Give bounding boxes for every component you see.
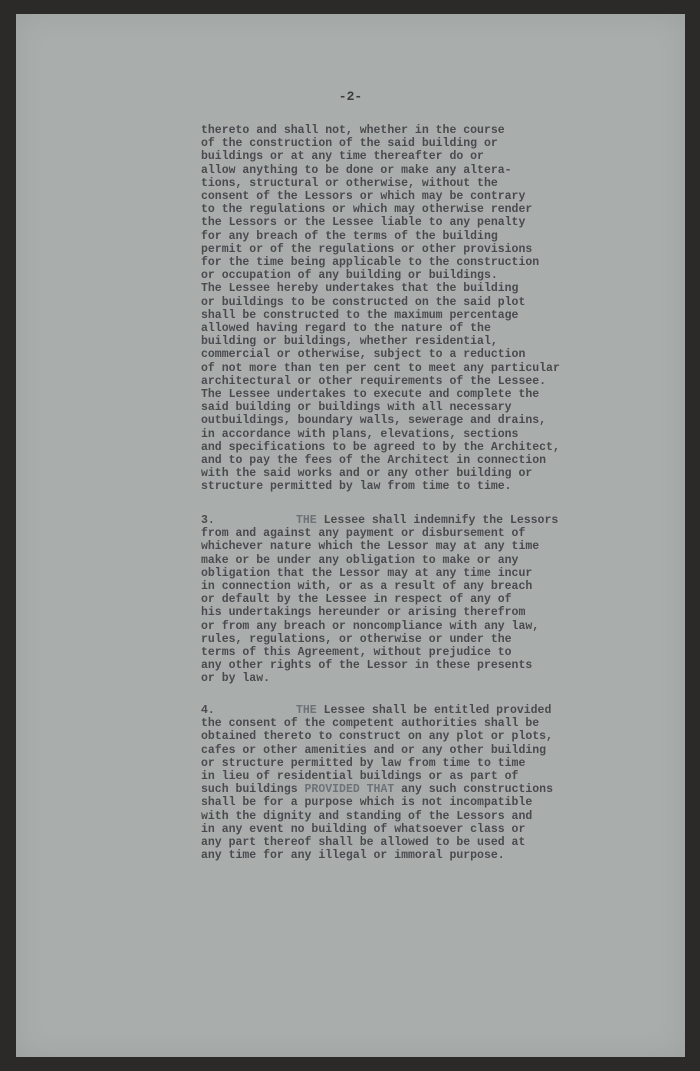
text-line: make or be under any obligation to make or any xyxy=(201,553,519,567)
text-line: or occupation of any building or buildings. xyxy=(201,269,498,283)
text-line: in accordance with plans, elevations, sections xyxy=(201,427,519,441)
text-line: in any event no building of whatsoever class or xyxy=(201,822,526,836)
text-line: buildings or at any time thereafter do or xyxy=(201,150,484,164)
text-line: shall be for a purpose which is not incompatible xyxy=(201,796,533,810)
text-line: The Lessee undertakes to execute and complete the xyxy=(201,388,540,402)
text-line: commercial or otherwise, subject to a reduction xyxy=(201,348,526,362)
text-line: cafes or other amenities and or any other building xyxy=(201,743,547,757)
clause-3-lead: THE xyxy=(296,514,317,527)
clause-3-body xyxy=(201,527,641,685)
text-line: The Lessee hereby undertakes that the building xyxy=(201,282,519,296)
clause-3-number: 3. xyxy=(201,514,215,527)
provided-line-start: such buildings xyxy=(201,783,305,797)
provided-that: PROVIDED THAT xyxy=(304,783,395,797)
clause-3-first-line-rest: Lessee shall indemnify the Lessors xyxy=(316,514,559,527)
text-line: from and against any payment or disbursement of xyxy=(201,527,526,541)
text-line: allowed having regard to the nature of the xyxy=(201,322,491,336)
text-line: any other rights of the Lessor in these presents xyxy=(201,659,533,673)
text-line: for the time being applicable to the construction xyxy=(201,256,540,270)
text-line: the consent of the competent authorities shall be xyxy=(201,717,540,731)
text-line: or default by the Lessee in respect of any of xyxy=(201,593,512,607)
text-line: and specifications to be agreed to by the Architect, xyxy=(201,440,560,454)
text-line: with the said works and or any other building or xyxy=(201,467,533,481)
text-line: obligation that the Lessor may at any time incur xyxy=(201,566,533,580)
clause-4-body xyxy=(201,717,641,783)
clause-4-number: 4. xyxy=(201,704,215,717)
text-line: shall be constructed to the maximum percentage xyxy=(201,308,519,322)
text-line: or by law. xyxy=(201,672,271,686)
text-line: whichever nature which the Lessor may at any time xyxy=(201,540,540,554)
text-line: of not more than ten per cent to meet any particular xyxy=(201,361,560,375)
text-line: or buildings to be constructed on the said plot xyxy=(201,295,526,309)
text-line: said building or buildings with all necessary xyxy=(201,401,512,415)
text-line: outbuildings, boundary walls, sewerage and drains, xyxy=(201,414,547,428)
text-line: or from any breach or noncompliance with any law, xyxy=(201,619,540,633)
text-line: or structure permitted by law from time to time xyxy=(201,756,526,770)
text-line: to the regulations or which may otherwise render xyxy=(201,203,533,217)
clause-4-provided-line xyxy=(201,783,641,796)
text-line: building or buildings, whether residential, xyxy=(201,335,498,349)
text-line: of the construction of the said building or xyxy=(201,137,498,151)
text-line: permit or of the regulations or other provisions xyxy=(201,242,533,256)
document-page xyxy=(16,14,685,1057)
text-line: consent of the Lessors or which may be contrary xyxy=(201,190,526,204)
text-line: architectural or other requirements of the Lessee. xyxy=(201,374,547,388)
paragraph-continued xyxy=(201,124,641,494)
clause-4-first-line-rest: Lessee shall be entitled provided xyxy=(316,704,552,717)
text-line: with the dignity and standing of the Lessors and xyxy=(201,809,533,823)
clause-4 xyxy=(201,704,641,862)
page-number: -2- xyxy=(338,89,363,104)
clause-3-first-line xyxy=(201,514,641,527)
provided-line-rest: any such constructions xyxy=(394,783,553,797)
text-line: in lieu of residential buildings or as part of xyxy=(201,770,519,784)
text-line: allow anything to be done or make any altera- xyxy=(201,163,512,177)
text-line: and to pay the fees of the Architect in connection xyxy=(201,454,547,468)
clause-4-first-line xyxy=(201,704,641,717)
text-line: terms of this Agreement, without prejudice to xyxy=(201,646,512,660)
text-line: any time for any illegal or immoral purpose. xyxy=(201,849,505,863)
text-line: the Lessors or the Lessee liable to any penalty xyxy=(201,216,526,230)
text-line: for any breach of the terms of the building xyxy=(201,229,498,243)
text-line: thereto and shall not, whether in the course xyxy=(201,124,505,137)
text-line: structure permitted by law from time to time. xyxy=(201,480,512,494)
text-line: his undertakings hereunder or arising therefrom xyxy=(201,606,526,620)
text-line: in connection with, or as a result of any breach xyxy=(201,580,533,594)
text-line: rules, regulations, or otherwise or under the xyxy=(201,632,512,646)
text-line: any part thereof shall be allowed to be used at xyxy=(201,836,526,850)
clause-3 xyxy=(201,514,641,686)
clause-4-body-end xyxy=(201,796,641,862)
text-line: obtained thereto to construct on any plot or plots, xyxy=(201,730,553,744)
text-line: tions, structural or otherwise, without the xyxy=(201,176,498,190)
clause-4-lead: THE xyxy=(296,704,317,717)
